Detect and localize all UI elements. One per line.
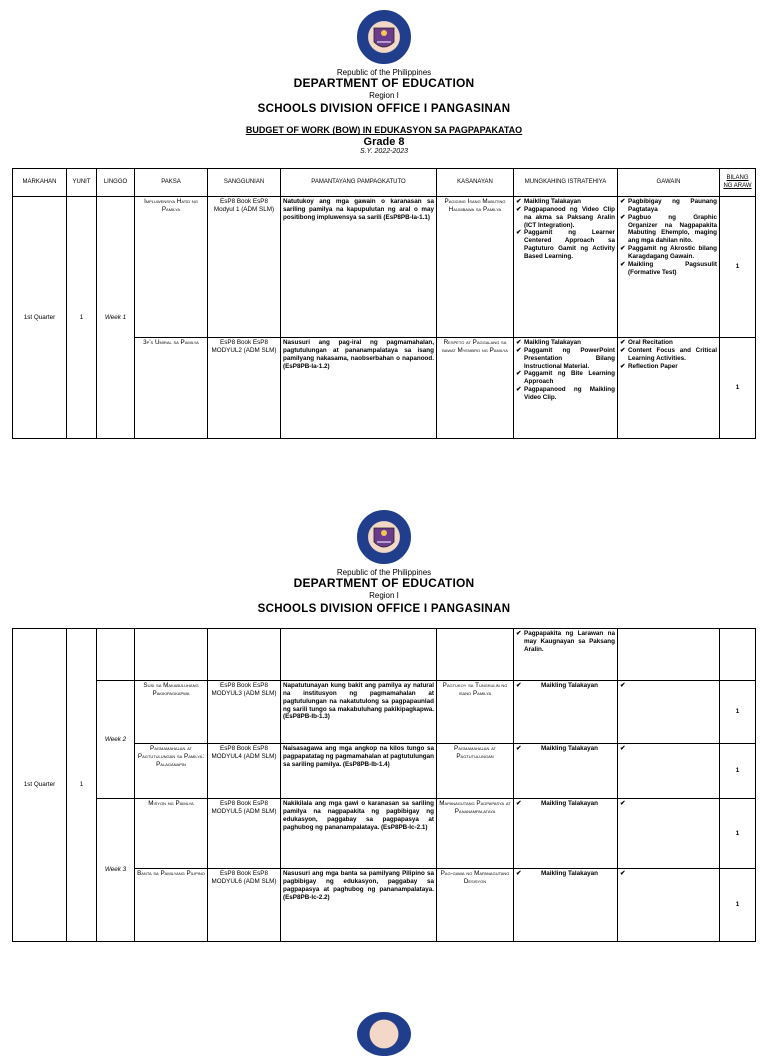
republic-label: Republic of the Philippines xyxy=(336,68,432,77)
list-item: ✔ Pagpapakita ng Larawan na may Kaugnayan sa Paksang Aralin. xyxy=(516,630,615,653)
istratehiya-cell xyxy=(514,197,618,338)
bilang-cell: 1 xyxy=(720,744,756,799)
gawain-cell xyxy=(618,799,720,869)
budget-table-page-2 xyxy=(12,628,756,942)
region-label: Region I xyxy=(369,90,399,100)
school-year-label: S.Y. 2022-2023 xyxy=(359,148,408,156)
page-2-header xyxy=(0,505,768,616)
pamantayan-cell: Naisasagawa ang mga angkop na kilos tungo sa pagpapatatag ng pagmamahalan at pagtutulungan sa sariling pamilya. (EsP8PB-Ib-1.4) xyxy=(281,744,437,799)
check-icon: ✔ xyxy=(516,198,522,205)
pamantayan-cell: Napatutunayan kung bakit ang pamilya ay natural na institusyon ng pagmamahalan at pagtutulungan na nakatutulong sa pagpapaunlad ng sarili tungo sa makabuluhang pakikipagkapwa. (EsP8PB-Ib-1.3) xyxy=(281,681,437,744)
page-1 xyxy=(0,0,768,402)
check-icon: ✔ xyxy=(516,386,522,394)
list-item: ✔ Pagbibigay ng Paunang Pagtataya xyxy=(620,198,717,213)
sanggunian-cell: EsP8 Book EsP8 MODYUL3 (ADM SLM) xyxy=(208,681,281,744)
istratehiya-cell xyxy=(514,629,618,681)
sanggunian-cell: EsP8 Book EsP8 MODYUL5 (ADM SLM) xyxy=(208,799,281,869)
check-icon: ✔ xyxy=(620,870,626,877)
page-1-header xyxy=(0,0,768,156)
col-yunit: YUNIT xyxy=(67,169,97,197)
gawain-cell xyxy=(618,869,720,942)
week-cell: Week 1 xyxy=(97,197,135,439)
check-icon: ✔ xyxy=(620,800,626,807)
kasanayan-cell: Pag-gawa ng Mapanagutang Desisyon xyxy=(437,869,514,942)
list-item: ✔ Maikling Talakayan xyxy=(516,682,598,689)
page-2 xyxy=(0,505,768,909)
list-item: ✔ Pagpapanood ng Maikling Video Clip. xyxy=(516,386,615,402)
division-title: SCHOOLS DIVISION OFFICE I PANGASINAN xyxy=(257,603,511,616)
bilang-cell xyxy=(720,629,756,681)
col-sanggunian: SANGGUNIAN xyxy=(208,169,281,197)
week-cell-empty xyxy=(97,629,135,681)
col-bilang: BILANG NG ARAW xyxy=(720,169,756,197)
list-item: ✔ Paggamit ng Learner Centered Approach sa Pagtuturo Gamit ng Activity Based Learning. xyxy=(516,229,615,261)
grade-label: Grade 8 xyxy=(363,135,405,148)
paksa-cell: Pagmamahalan at Pagtutulungan sa Pamilya: Palaganapin xyxy=(135,744,208,799)
table-row xyxy=(13,629,756,681)
list-item: ✔ Maikling Talakayan xyxy=(516,745,598,752)
paksa-cell: Banta sa Pamilyang Pilipino xyxy=(135,869,208,942)
check-icon: ✔ xyxy=(516,870,522,877)
check-icon: ✔ xyxy=(620,362,626,370)
col-linggo: LINGGO xyxy=(97,169,135,197)
bilang-cell: 1 xyxy=(720,869,756,942)
col-markahan: MARKAHAN xyxy=(13,169,67,197)
list-item: ✔ Maikling Talakayan xyxy=(516,800,598,807)
document-title: BUDGET OF WORK (BOW) IN EDUKASYON SA PAGPAPAKATAO xyxy=(245,125,523,136)
check-icon: ✔ xyxy=(516,205,522,213)
deped-seal-icon xyxy=(357,1012,411,1056)
division-title: SCHOOLS DIVISION OFFICE I PANGASINAN xyxy=(257,103,511,116)
list-item: ✔ Paggamit ng Bite Learning Approach xyxy=(516,370,615,386)
list-item: ✔ Paggamit ng Akrostic bilang Karagdagang Gawain. xyxy=(620,245,717,261)
gawain-cell xyxy=(618,338,720,439)
list-item: ✔ Maikling Talakayan xyxy=(516,339,581,346)
page-3-partial xyxy=(0,1012,768,1056)
kasanayan-cell xyxy=(437,629,514,681)
pamantayan-cell: Natutukoy ang mga gawain o karanasan sa sariling pamilya na kapupulutan ng aral o may positibong impluwensya sa sarili (EsP8PB-Ia-1.1) xyxy=(281,197,437,338)
quarter-cell: 1st Quarter xyxy=(13,197,67,439)
gawain-cell xyxy=(618,681,720,744)
gawain-cell xyxy=(618,197,720,338)
check-icon: ✔ xyxy=(516,800,522,807)
istratehiya-cell xyxy=(514,338,618,439)
pamantayan-cell: Nakikilala ang mga gawi o karanasan sa sariling pamilya na nagpapakita ng pagbibigay ng edukasyon, paggabay sa pagpapasya at paghubog ng pananampalataya. (EsP8PB-Ic-2.1) xyxy=(281,799,437,869)
col-gawain: GAWAIN xyxy=(618,169,720,197)
pamantayan-cell: Nasusuri ang mga banta sa pamilyang Pilipino sa pagbibigay ng edukasyon, paggabay sa pagpapasya at paghubog ng pananampalataya. (EsP8PB-Ic-2.2) xyxy=(281,869,437,942)
check-icon: ✔ xyxy=(620,346,626,354)
check-icon: ✔ xyxy=(620,260,626,268)
sanggunian-cell: EsP8 Book EsP8 MODYUL6 (ADM SLM) xyxy=(208,869,281,942)
istratehiya-cell xyxy=(514,799,618,869)
department-title: DEPARTMENT OF EDUCATION xyxy=(293,76,475,91)
istratehiya-cell xyxy=(514,869,618,942)
table-row xyxy=(13,197,756,338)
col-pamantayan: PAMANTAYANG PAMPAGKATUTO xyxy=(281,169,437,197)
list-item: ✔ Reflection Paper xyxy=(620,362,678,370)
pamantayan-cell xyxy=(281,629,437,681)
bilang-cell: 1 xyxy=(720,338,756,439)
paksa-cell: 3p's Umiral sa Pamilya xyxy=(135,338,208,439)
check-icon: ✔ xyxy=(620,745,626,752)
kasanayan-cell: Respeto at Paggalang sa bawat Myembro ng Pamilya xyxy=(437,338,514,439)
istratehiya-cell xyxy=(514,744,618,799)
paksa-cell xyxy=(135,629,208,681)
check-icon: ✔ xyxy=(516,229,522,237)
pamantayan-cell: Nasusuri ang pag-iral ng pagmamahalan, pagtutulungan at pananampalataya sa isang pamilyang nakasama, naobserbahan o napanood. (EsP8PB-Ia-1.2) xyxy=(281,338,437,439)
sanggunian-cell: EsP8 Book EsP8 MODYUL4 (ADM SLM) xyxy=(208,744,281,799)
col-paksa: PAKSA xyxy=(135,169,208,197)
sanggunian-cell: EsP8 Book EsP8 MODYUL2 (ADM SLM) xyxy=(208,338,281,439)
kasanayan-cell: Pagmamahalan at Pagtutulungan xyxy=(437,744,514,799)
list-item: ✔ Maikling Pagsusulit (Formative Test) xyxy=(620,260,717,276)
col-kasanayan: KASANAYAN xyxy=(437,169,514,197)
check-icon: ✔ xyxy=(516,339,522,346)
sanggunian-cell: EsP8 Book EsP8 Modyul 1 (ADM SLM) xyxy=(208,197,281,338)
paksa-cell: Susi sa Makabuluhang Pakikipagkapwa xyxy=(135,681,208,744)
department-title: DEPARTMENT OF EDUCATION xyxy=(293,576,475,591)
unit-cell: 1 xyxy=(67,197,97,439)
republic-label: Republic of the Philippines xyxy=(336,568,432,577)
paksa-cell: Misyon ng Pamilya xyxy=(135,799,208,869)
list-item: ✔ Oral Recitation xyxy=(620,339,673,346)
kasanayan-cell: Pagiging Isang Mabuting Halimbawa sa Pamilya xyxy=(437,197,514,338)
unit-cell: 1 xyxy=(67,629,97,942)
week-cell: Week 2 xyxy=(97,681,135,799)
budget-table-page-1 xyxy=(12,168,756,439)
deped-seal-icon xyxy=(357,510,411,564)
istratehiya-cell xyxy=(514,681,618,744)
kasanayan-cell: Pagtukoy sa Tungkulin ng isang Pamilya xyxy=(437,681,514,744)
gawain-cell xyxy=(618,629,720,681)
region-label: Region I xyxy=(369,590,399,600)
deped-seal-icon xyxy=(357,10,411,64)
check-icon: ✔ xyxy=(620,245,626,253)
col-istratehiya: MUNGKAHING ISTRATEHIYA xyxy=(514,169,618,197)
gawain-cell xyxy=(618,744,720,799)
check-icon: ✔ xyxy=(516,346,522,354)
check-icon: ✔ xyxy=(516,370,522,378)
sanggunian-cell xyxy=(208,629,281,681)
table-row xyxy=(13,681,756,744)
table-row xyxy=(13,799,756,869)
list-item: ✔ Maikling Talakayan xyxy=(516,198,581,205)
list-item: ✔ Content Focus and Critical Learning Activities. xyxy=(620,346,717,362)
bilang-cell: 1 xyxy=(720,197,756,338)
check-icon: ✔ xyxy=(620,682,626,689)
list-item: ✔ Paggamit ng PowerPoint Presentation Bilang Instructional Material. xyxy=(516,346,615,370)
check-icon: ✔ xyxy=(516,682,522,689)
list-item: ✔ Pagpapanood ng Video Clip na akma sa Paksang Aralin (ICT Integration). xyxy=(516,205,615,229)
check-icon: ✔ xyxy=(516,745,522,752)
week-cell: Week 3 xyxy=(97,799,135,942)
check-icon: ✔ xyxy=(620,198,626,205)
bilang-cell: 1 xyxy=(720,681,756,744)
check-icon: ✔ xyxy=(516,630,522,637)
check-icon: ✔ xyxy=(620,213,626,221)
check-icon: ✔ xyxy=(620,339,626,346)
bilang-cell: 1 xyxy=(720,799,756,869)
list-item: ✔ Maikling Talakayan xyxy=(516,870,598,877)
list-item: ✔ Pagbuo ng Graphic Organizer na Nagpapakita Mabuting Ehemplo, maging ang mga dahilan nito. xyxy=(620,213,717,245)
quarter-cell: 1st Quarter xyxy=(13,629,67,942)
kasanayan-cell: Mapanagutang Pagpapasya at Pananampalataya xyxy=(437,799,514,869)
paksa-cell: Impluwensiya Hatid ng Pamilya xyxy=(135,197,208,338)
table-header-row xyxy=(13,169,756,197)
